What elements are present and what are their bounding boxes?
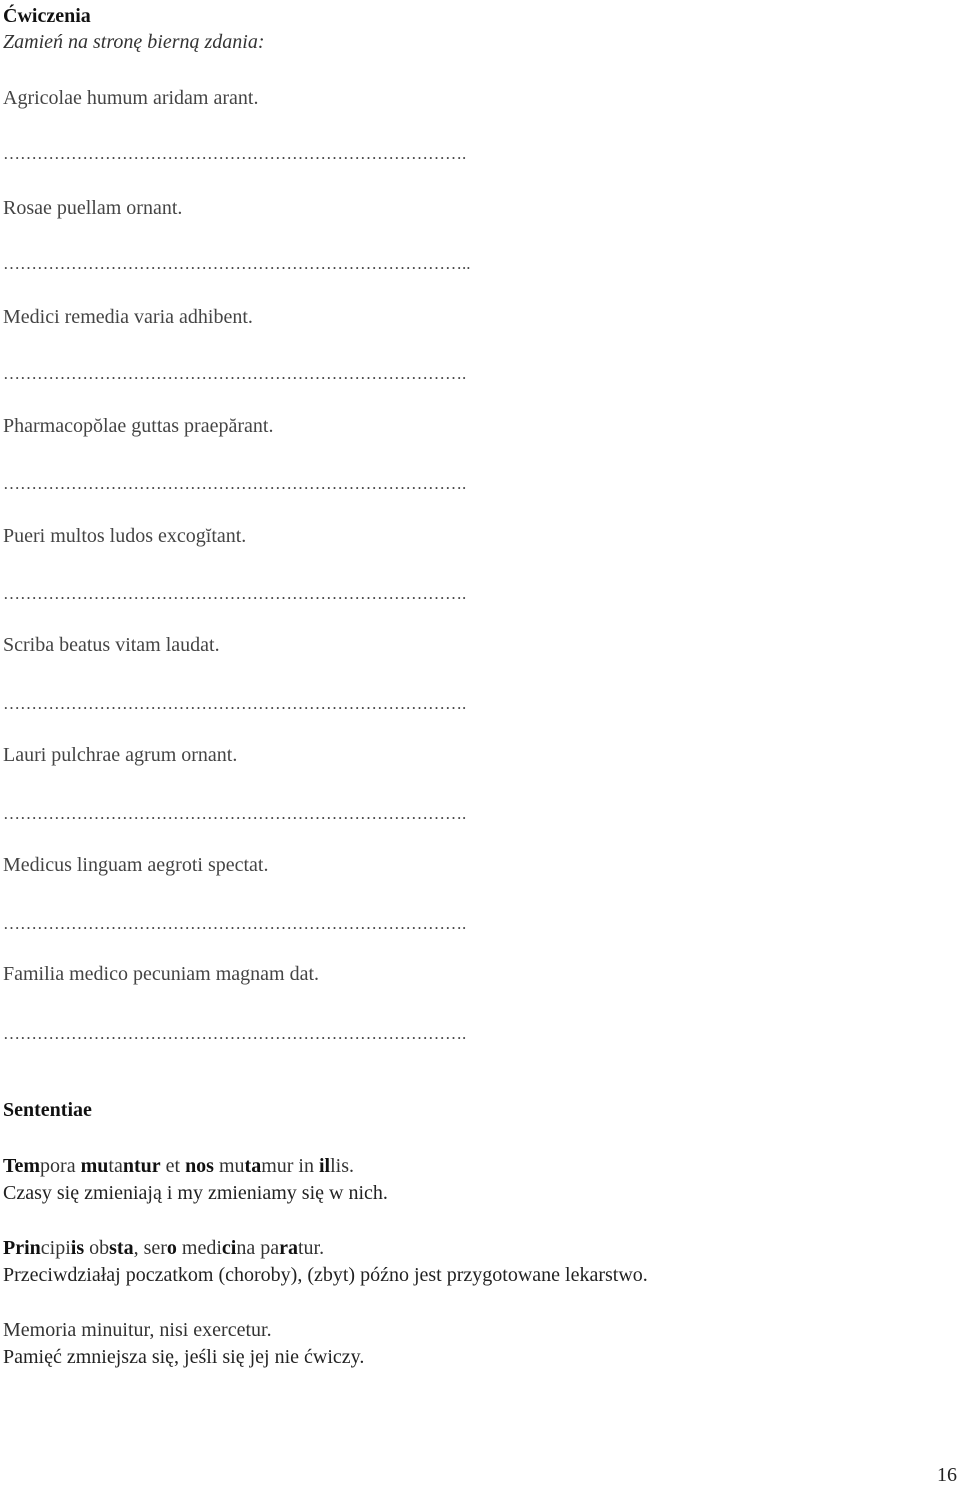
polish-translation: Pamięć zmniejsza się, jeśli się jej nie ćwiczy. (3, 1346, 365, 1368)
syllable: ta (108, 1155, 123, 1177)
answer-line[interactable]: ………………………………………………………………………. (3, 144, 467, 163)
stressed-syllable: o (166, 1237, 177, 1259)
exercise-sentence: Pueri multos ludos excogĭtant. (3, 525, 247, 547)
stressed-syllable: Tem (3, 1155, 41, 1177)
syllable: ob (84, 1237, 110, 1259)
syllable: pora (40, 1155, 81, 1177)
syllable: Memoria minuitur, nisi exercetur. (3, 1319, 272, 1341)
sententiae-heading: Sententiae (3, 1099, 92, 1121)
polish-translation: Przeciwdziałaj poczatkom (choroby), (zbyt) późno jest przygotowane lekarstwo. (3, 1264, 648, 1286)
exercise-sentence: Scriba beatus vitam laudat. (3, 634, 220, 656)
syllable: tur. (298, 1237, 325, 1259)
syllable: mu (213, 1155, 245, 1177)
exercise-instruction: Zamień na stronę bierną zdania: (3, 31, 265, 53)
exercise-sentence: Lauri pulchrae agrum ornant. (3, 744, 238, 766)
latin-sentence (3, 1319, 272, 1342)
syllable: cipi (40, 1237, 71, 1259)
stressed-syllable: ra (279, 1237, 298, 1259)
syllable: , ser (133, 1237, 167, 1259)
latin-sentence (3, 1237, 324, 1260)
answer-line[interactable]: ………………………………………………………………………. (3, 474, 467, 493)
stressed-syllable: il (318, 1155, 331, 1177)
syllable: et (160, 1155, 186, 1177)
stressed-syllable: sta (109, 1237, 134, 1259)
stressed-syllable: mu (80, 1155, 109, 1177)
polish-translation: Czasy się zmieniają i my zmieniamy się w nich. (3, 1182, 388, 1204)
stressed-syllable: nos (185, 1155, 214, 1177)
syllable: lis. (330, 1155, 355, 1177)
exercise-sentence: Rosae puellam ornant. (3, 197, 183, 219)
exercise-sentence: Medicus linguam aegroti spectat. (3, 854, 269, 876)
stressed-syllable: is (70, 1237, 85, 1259)
syllable: na pa (236, 1237, 280, 1259)
syllable: medi (176, 1237, 222, 1259)
answer-line[interactable]: ………………………………………………………………………. (3, 914, 467, 933)
syllable: mur in (261, 1155, 319, 1177)
stressed-syllable: ntur (122, 1155, 161, 1177)
latin-sentence (3, 1155, 354, 1178)
stressed-syllable: Prin (3, 1237, 41, 1259)
page-number: 16 (937, 1464, 957, 1486)
exercise-sentence: Agricolae humum aridam arant. (3, 87, 259, 109)
exercise-sentence: Medici remedia varia adhibent. (3, 306, 253, 328)
answer-line[interactable]: ………………………………………………………………………. (3, 584, 467, 603)
answer-line[interactable]: ………………………………………………………………………. (3, 1024, 467, 1043)
stressed-syllable: ta (244, 1155, 262, 1177)
answer-line[interactable]: ……………………………………………………………………….. (3, 254, 471, 273)
answer-line[interactable]: ………………………………………………………………………. (3, 364, 467, 383)
exercise-sentence: Pharmacopŏlae guttas praepărant. (3, 415, 274, 437)
answer-line[interactable]: ………………………………………………………………………. (3, 694, 467, 713)
answer-line[interactable]: ………………………………………………………………………. (3, 804, 467, 823)
exercise-heading: Ćwiczenia (3, 5, 91, 27)
exercise-sentence: Familia medico pecuniam magnam dat. (3, 963, 320, 985)
stressed-syllable: ci (221, 1237, 237, 1259)
